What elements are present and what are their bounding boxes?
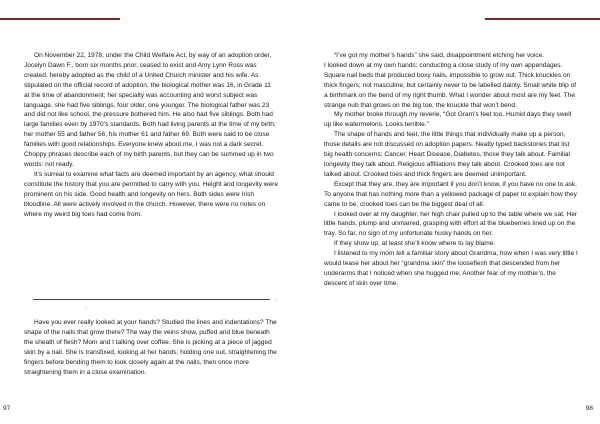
left-text-block-1 xyxy=(24,51,278,219)
paragraph: It’s surreal to examine what facts are deemed important by an agency, what should constitute the history that you are permitted to carry with you. Height and longevity were prominent on his side. Good health and longevity on hers. Both sides were Irish bloodline. All were actively involved in the church. However, there were no notes on where my weird big toes had come from. xyxy=(24,170,279,218)
paragraph: I looked over at my daughter, her high chair pulled up to the table where we sat. Her little hands, plump and unmarred, grasping with effort at the blueberries lined up on the tray. So far, no sign of my unfortunate husky hands on her. xyxy=(324,210,578,238)
paragraph: I looked down at my own hands; conducting a close study of my own appendages. Square nail beds that produced boxy nails, impossible to grow out. Thick knuckles on thick fingers; not masculine, but certainly never to be labelled dainty. Small white blip of a birthmark on the bend of my right thumb. What I wonder about most are my feet. The strange nub that grows on the big toe, the knuckle that won’t bend. xyxy=(324,61,577,109)
right-text-block xyxy=(324,51,578,289)
separator-mark: . xyxy=(276,296,278,302)
top-rule-left xyxy=(0,18,120,20)
paragraph: I listened to my mom tell a familiar story about Grandma, how when I was very little I would tease her about her “grandma skin” the looseflesh that descended from her underarms that I noticed when she hugged me. Another fear of my mother’s, the descent of skin over time. xyxy=(324,250,578,287)
page-number-left: 97 xyxy=(3,405,11,412)
paragraph: Have you ever really looked at your hands? Studied the lines and indentations? The shape of the nails that grow there? The way the veins show, puffed and blue beneath the sheath of flesh? Mom and I talking over coffee. She is picking at a piece of jagged skin by a nail. She is transfixed, looking at her hands; holding one out, straightening the fingers before bending them to look closely again at the nails, then once more straightening them in a close examination. xyxy=(24,319,277,376)
separator-mark: . xyxy=(85,304,87,310)
page-number-right: 98 xyxy=(585,405,593,412)
left-text-block-2 xyxy=(24,318,278,377)
right-page xyxy=(300,0,600,424)
paragraph: The shape of hands and feet, the little things that individually make up a person, those details are not discussed on adoption papers. Neatly typed backstories that list big health concerns; Cancer, Heart Disease, Diabetes, those they talk about. Familial longevity they talk about. Religious affiliations they talk about. Crooked toes are not talked about. Crooked toes and thick fingers are deemed unimportant. xyxy=(324,131,571,178)
paragraph: On November 22, 1978, under the Child Welfare Act, by way of an adoption order, Jocelyn Dawn F., born six months prior, ceased to exist and Amy Lynn Ross was created, hereby adopted as the child of a United Church minister and his wife. As stipulated on the official record of adoption, the biological mother was 16, in Grade 11 at the time of abandonment; her specialty was accounting and worst subject was language, she had five siblings, four older, one younger. The biological father was 23 and did not like school, the pressure bothered him. He also had five siblings. Both had large families even by 1970’s standards. Both had living parents at the time of my birth; her mother 55 and father 56, his mother 61 and father 69. Both were said to be close families with good relationships. Everyone knew about me, I was not a dark secret. Choppy phrases describe each of my birth parents, but they can be summed up in two words: not ready. xyxy=(24,52,276,168)
section-separator xyxy=(33,299,270,300)
paragraph: Except that they are, they are important if you don’t know, if you have no one to ask. To anyone that has nothing more than a yellowed package of paper to explain how they came to be, crooked toes can be the biggest deal of all. xyxy=(324,180,578,208)
paragraph: My mother broke through my reverie, “Got Gram’s feet too. Humid days they swell up like watermelons. Looks terrible.” xyxy=(324,111,572,129)
top-rule-right xyxy=(485,18,600,20)
paragraph: If they show up, at least she’ll know where to lay blame. xyxy=(334,240,496,248)
paragraph: “I’ve got my mother’s hands” she said, disappointment etching her voice. xyxy=(334,52,545,59)
